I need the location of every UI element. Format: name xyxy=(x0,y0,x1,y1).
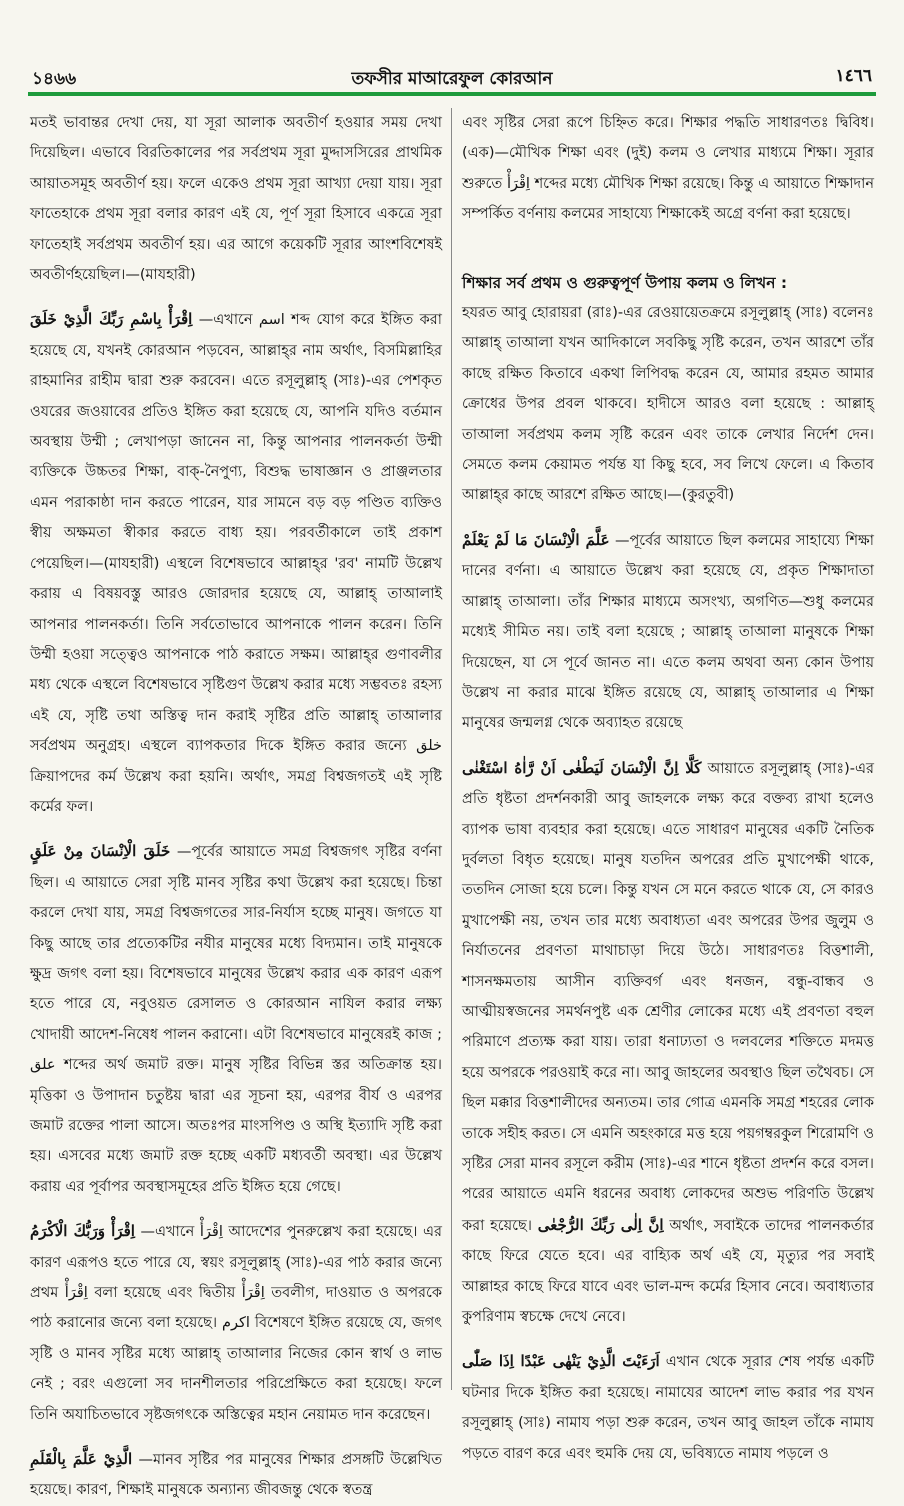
page-number-left: ১৪৬৬ xyxy=(32,69,77,89)
paragraph: এবং সৃষ্টির সেরা রূপে চিহ্নিত করে। শিক্ষার পদ্ধতি সাধারণতঃ দ্বিবিধ। (এক)—মৌখিক শিক্ষা এবং (দুই) কলম ও লেখার মাধ্যমে শিক্ষা। সূরার শুরুতে اِقْرَأْ শব্দের মধ্যে মৌখিক শিক্ষা রয়েছে। কিন্তু এ আয়াতে শিক্ষাদান সম্পর্কিত বর্ণনায় কলমের সাহায্যে শিক্ষাকেই অগ্রে বর্ণনা করা হয়েছে। xyxy=(462,115,874,223)
verse-lead: এখান থেকে সূরার শেষ পর্যন্ত xyxy=(665,1354,835,1371)
arabic-verse: اِقْرَأْ بِاسْمِ رَبِّكَ الَّذِيْ خَلَقَ xyxy=(30,310,193,329)
paragraph-body: এর কারণ এরূপও হতে পারে যে, স্বয়ং রসূলুল্লাহ্ (সাঃ)-এর পাঠ করার জন্যে প্রথম اِقْرَأْ বলা হয়েছে এবং দ্বিতীয় اِقْرَأْ তবলীগ, দাওয়াত ও অপরকে পাঠ করানোর জন্যে বলা হয়েছে। اكرم বিশেষণে ইঙ্গিত রয়েছে যে, জগৎ সৃষ্টি ও মানব সৃষ্টির মধ্যে আল্লাহ্ তাআলার নিজের কোন স্বার্থ ও লাভ নেই ; বরং এগুলো সব দানশীলতার পরিপ্রেক্ষিতে করা হয়েছে। ফলে তিনি অযাচিতভাবে সৃষ্টজগৎকে অস্তিত্বের মহান নেয়ামত দান করেছেন। xyxy=(30,1224,443,1423)
verse-lead: —পূর্বের আয়াতে ছিল কলমের সাহায্যে xyxy=(614,532,840,549)
paragraph-body: (সাঃ)-এর প্রতি ধৃষ্টতা প্রদর্শনকারী আবু জাহলকে লক্ষ্য করে বক্তব্য রাখা হলেও ব্যাপক ভাষা ব্যবহার করা হয়েছে। এতে সাধারণ মানুষের একটি নৈতিক দুর্বলতা বিধৃত হয়েছে। মানুষ যতদিন অপরের প্রতি মুখাপেক্ষী থাকে, ততদিন সোজা হয়ে চলে। কিন্তু যখন সে মনে করতে থাকে যে, সে কারও মুখাপেক্ষী নয়, তখন তার মধ্যে অবাধ্যতা এবং অপরের উপর জুলুম ও নির্যাতনের প্রবণতা মাথাচাড়া দিয়ে উঠে। সাধারণতঃ বিত্তশালী, শাসনক্ষমতায় আসীন ব্যক্তিবর্গ এবং ধনজন, বন্ধু-বান্ধব ও আত্মীয়স্বজনের সমর্থনপুষ্ট এক শ্রেণীর লোকের মধ্যে এই প্রবণতা বহুল পরিমাণে প্রত্যক্ষ করা যায়। তারা ধনাঢ্যতা ও দলবলের শক্তিতে মদমত্ত হয়ে অপরকে পরওয়াই করে না। আবু জাহলের অবস্থাও ছিল তথৈবচ। সে ছিল মক্কার বিত্তশালীদের অন্যতম। তার গোত্র এমনকি সমগ্র শহরের লোক তাকে সহীহ করত। সে এমনি অহংকারে মত্ত হয়ে পয়গম্বরকুল শিরোমণি ও সৃষ্টির সেরা মানব রসূলে করীম (সাঃ)-এর শানে ধৃষ্টতা প্রদর্শন করে বসল। পরের আয়াতে এমনি ধরনের অবাধ্য লোকদের অশুভ পরিণতি উল্লেখ করা হয়েছে। xyxy=(462,760,874,1234)
arabic-verse: اِنَّ اِلٰى رَبِّكَ الرُّجْعٰى xyxy=(537,1215,664,1234)
header-rule xyxy=(28,92,876,96)
arabic-verse: اِقْرَأْ وَرَبُّكَ الْاَكْرَمُ xyxy=(30,1222,135,1241)
arabic-verse: عَلَّمَ الْاِنْسَانَ مَا لَمْ يَعْلَمْ xyxy=(462,530,610,549)
paragraph-body: শিক্ষা দানের বর্ণনা। এ আয়াতে উল্লেখ করা হয়েছে যে, প্রকৃত শিক্ষাদাতা আল্লাহ্ তাআলা। তাঁর শিক্ষার মাধ্যমে অসংখ্য, অগণিত—শুধু কলমের মধ্যেই সীমিত নয়। তাই বলা হয়েছে ; আল্লাহ্ তাআলা মানুষকে শিক্ষা দিয়েছেন, যা সে পূর্বে জানত না। এতে কলম অথবা অন্য কোন উপায় উল্লেখ না করার মাঝে ইঙ্গিত রয়েছে যে, আল্লাহ্ তাআলার এ শিক্ষা মানুষের জন্মলগ্ন থেকে অব্যাহত রয়েছে xyxy=(462,532,875,732)
arabic-verse: خَلَقَ الْاِنْسَانَ مِنْ عَلَقٍ xyxy=(30,842,171,861)
verse-lead: অর্থাৎ, xyxy=(669,1217,708,1234)
verse-lead: —পূর্বের আয়াতে সমগ্র বিশ্বজগৎ সৃষ্টির xyxy=(176,844,406,861)
arabic-verse: الَّذِيْ عَلَّمَ بِالْقَلَمِ xyxy=(30,1450,133,1469)
paragraph-body: বর্ণনা ছিল। এ আয়াতে সেরা সৃষ্টি মানব সৃষ্টির কথা উল্লেখ করা হয়েছে। চিন্তা করলে দেখা যায়, সমগ্র বিশ্বজগতের সার-নির্যাস হচ্ছে মানুষ। জগতে যা কিছু আছে তার প্রত্যেকটির নযীর মানুষের মধ্যে বিদ্যমান। তাই মানুষকে ক্ষুদ্র জগৎ বলা হয়। বিশেষভাবে মানুষের উল্লেখ করার এক কারণ এরূপ হতে পারে যে, নবুওয়ত রেসালত ও কোরআন নাযিল করার লক্ষ্য খোদায়ী আদেশ-নিষেধ পালন করানো। এটা বিশেষভাবে মানুষেরই কাজ ; علق শব্দের অর্থ জমাট রক্ত। মানুষ সৃষ্টির বিভিন্ন স্তর অতিক্রান্ত হয়। মৃত্তিকা ও উপাদান চতুষ্টয় দ্বারা এর সূচনা হয়, এরপর বীর্য ও এরপর জমাট রক্তের পালা আসে। অতঃপর মাংসপিণ্ড ও অস্থি ইত্যাদি সৃষ্টি করা হয়। এসবের মধ্যে জমাট রক্ত হচ্ছে একটি মধ্যবর্তী অবস্থা। এর উল্লেখ করায় এর পূর্বাপর অবস্থাসমূহের প্রতি ইঙ্গিত হয়ে গেছে। xyxy=(30,844,442,1195)
paragraph-body: উল্লেখিত হয়েছে। কারণ, শিক্ষাই মানুষকে অন্যান্য জীবজন্তু থেকে স্বতন্ত্র xyxy=(30,1452,443,1499)
verse-paragraph xyxy=(30,836,442,1202)
verse-paragraph xyxy=(30,1444,442,1506)
verse-paragraph xyxy=(462,525,874,739)
verse-paragraph xyxy=(30,304,442,822)
verse-paragraph xyxy=(462,753,874,1333)
verse-paragraph xyxy=(30,1216,442,1430)
arabic-verse: كَلَّا اِنَّ الْاِنْسَانَ لَيَطْغٰى اَنْ رَّاٰهُ اسْتَغْنٰى xyxy=(462,758,702,777)
right-column xyxy=(462,108,875,1462)
paragraph: হযরত আবু হোরায়রা (রাঃ)-এর রেওয়ায়েতক্রমে রসূলুল্লাহ্ (সাঃ) বলেনঃ আল্লাহ্ তাআলা যখন আদিকালে সবকিছু সৃষ্টি করেন, তখন আরশে তাঁর কাছে রক্ষিত কিতাবে একথা লিপিবদ্ধ করেন যে, আমার রহমত আমার ক্রোধের উপর প্রবল থাকবে। হাদীসে আরও বলা হয়েছে : আল্লাহ্ তাআলা সর্বপ্রথম কলম সৃষ্টি করেন এবং তাকে লেখার নির্দেশ দেন। সেমতে কলম কেয়ামত পর্যন্ত যা কিছু হবে, সব লিখে ফেলে। এ কিতাব আল্লাহ্‌র কাছে আরশে রক্ষিত আছে।—(কুরতুবী) xyxy=(462,305,874,504)
paragraph: মতই ভাবান্তর দেখা দেয়, যা সূরা আলাক অবতীর্ণ হওয়ার সময় দেখা দিয়েছিল। এভাবে বিরতিকালের পর সর্বপ্রথম সূরা মুদ্দাসসিরের প্রাথমিক আয়াতসমূহ অবতীর্ণ হয়। ফলে একেও প্রথম সূরা আখ্যা দেয়া যায়। সূরা ফাতেহাকে প্রথম সূরা বলার কারণ এই যে, পূর্ণ সূরা হিসাবে একত্রে সূরা ফাতেহাই সর্বপ্রথম অবতীর্ণ হয়। এর আগে কয়েকটি সূরার আংশবিশেষই অবতীর্ণহয়েছিল।—(মাযহারী) xyxy=(30,115,442,284)
running-title: তফসীর মাআরেফুল কোরআন xyxy=(351,69,553,89)
verse-lead: আয়াতে রসূলুল্লাহ্ xyxy=(707,760,811,777)
verse-lead: —এখানে اسم শব্দ যোগ করে ইঙ্গিত করা xyxy=(198,312,442,329)
section-heading: শিক্ষার সর্ব প্রথম ও গুরুত্বপূর্ণ উপায় কলম ও লিখন : xyxy=(462,273,788,292)
page-number-right: ١٤٦٦ xyxy=(835,66,872,86)
paragraph-body: একটি ঘটনার দিকে ইঙ্গিত করা হয়েছে। নামাযের আদেশ লাভ করার পর যখন রসূলুল্লাহ্ (সাঃ) নামায পড়া শুরু করেন, তখন আবু জাহল তাঁকে নামায পড়তে বারণ করে এবং হুমকি দেয় যে, ভবিষ্যতে নামায পড়লে ও xyxy=(462,1354,875,1462)
paragraph-body: হয়েছে যে, যখনই কোরআন পড়বেন, আল্লাহ্‌র নাম অর্থাৎ, বিসমিল্লাহির রাহমানির রাহীম দ্বারা শুরু করবেন। এতে রসূলুল্লাহ্ (সাঃ)-এর পেশকৃত ওযরের জওয়াবের প্রতিও ইঙ্গিত করা হয়েছে যে, আপনি যদিও বর্তমান অবস্থায় উম্মী ; লেখাপড়া জানেন না, কিন্তু আপনার পালনকর্তা উম্মী ব্যক্তিকে উচ্চতর শিক্ষা, বাক্-নৈপুণ্য, বিশুদ্ধ ভাষাজ্ঞান ও প্রাঞ্জলতার এমন পরাকাষ্ঠা দান করতে পারেন, যার সামনে বড় বড় পণ্ডিত ব্যক্তিও স্বীয় অক্ষমতা স্বীকার করতে বাধ্য হয়। পরবর্তীকালে তাই প্রকাশ পেয়েছিল।—(মাযহারী) এস্থলে বিশেষভাবে আল্লাহ্‌র 'রব' নামটি উল্লেখ করায় এ বিষয়বস্তু আরও জোরদার হয়েছে যে, আল্লাহ্ তাআলাই আপনার পালনকর্তা। তিনি সর্বতোভাবে আপনাকে পালন করেন। তিনি উম্মী হওয়া সত্ত্বেও আপনাকে পাঠ করাতে সক্ষম। আল্লাহ্‌র গুণাবলীর মধ্য থেকে এস্থলে বিশেষভাবে সৃষ্টিগুণ উল্লেখ করার মধ্যে সম্ভবতঃ রহস্য এই যে, সৃষ্টি তথা অস্তিত্ব দান করাই সৃষ্টির প্রতি আল্লাহ্ তাআলার সর্বপ্রথম অনুগ্রহ। এস্থলে ব্যাপকতার দিকে ইঙ্গিত করার জন্যে خلق ক্রিয়াপদের কর্ম উল্লেখ করা হয়নি। অর্থাৎ, সমগ্র বিশ্বজগতই এই সৃষ্টি কর্মের ফল। xyxy=(30,342,442,815)
arabic-verse: اَرَءَيْتَ الَّذِيْ يَنْهٰى عَبْدًا اِذَا صَلّٰى xyxy=(462,1352,660,1371)
verse-paragraph xyxy=(462,1346,874,1469)
column-divider xyxy=(451,108,452,1390)
paragraph-body: সবাইকে তাদের পালনকর্তার কাছে ফিরে যেতে হবে। এর বাহ্যিক অর্থ এই যে, মৃত্যুর পর সবাই আল্লাহর কাছে ফিরে যাবে এবং ভাল-মন্দ কর্মের হিসাব নেবে। অবাধ্যতার কুপরিণাম স্বচক্ষে দেখে নেবে। xyxy=(462,1217,874,1326)
page-header xyxy=(28,62,876,90)
verse-lead: —এখানে اِقْرَأْ আদেশের পুনরুল্লেখ করা হয়েছে। xyxy=(140,1224,418,1241)
left-column xyxy=(30,108,443,1499)
verse-lead: —মানব সৃষ্টির পর মানুষের শিক্ষার প্রসঙ্গটি xyxy=(138,1452,384,1469)
